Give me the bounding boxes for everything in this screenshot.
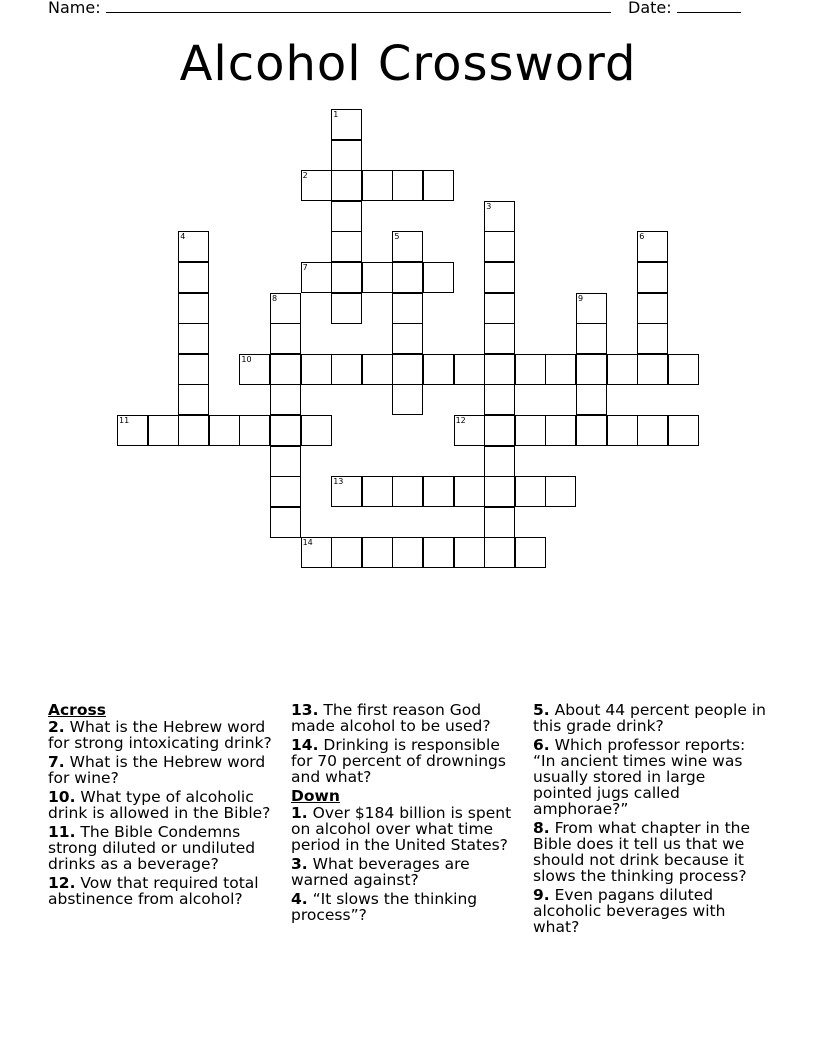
clue [291, 805, 526, 853]
grid-cell[interactable] [484, 446, 515, 477]
grid-cell[interactable] [331, 354, 362, 385]
clue-number: 11. [48, 823, 76, 841]
clue-text: What is the Hebrew word for strong intoxicating drink? [48, 718, 272, 752]
clue [291, 702, 526, 734]
grid-cell[interactable] [454, 476, 485, 507]
clue [48, 719, 283, 751]
grid-cell[interactable] [423, 170, 454, 201]
grid-cell[interactable] [270, 476, 301, 507]
grid-cell[interactable] [637, 231, 668, 262]
clue-number: 4. [291, 890, 308, 908]
clue-text: What type of alcoholic drink is allowed in the Bible? [48, 788, 271, 822]
clue-number: 14. [291, 736, 319, 754]
grid-cell[interactable] [117, 415, 148, 446]
grid-cell[interactable] [331, 140, 362, 171]
clue-text: Vow that required total abstinence from alcohol? [48, 874, 259, 908]
grid-cell[interactable] [392, 476, 423, 507]
grid-cell[interactable] [607, 354, 638, 385]
grid-cell[interactable] [545, 415, 576, 446]
grid-cell[interactable] [331, 262, 362, 293]
clue [48, 824, 283, 872]
grid-cell[interactable] [270, 354, 301, 385]
clue-text: Which professor reports: “In ancient times wine was usually stored in large pointed jugs called amphorae?” [533, 736, 746, 818]
clue [533, 887, 768, 935]
grid-cell[interactable] [270, 415, 301, 446]
clue-number: 8. [533, 819, 550, 837]
grid-cell[interactable] [392, 323, 423, 354]
grid-cell[interactable] [392, 537, 423, 568]
clue-number: 7. [48, 753, 65, 771]
grid-cell[interactable] [668, 354, 699, 385]
grid-cell[interactable] [637, 262, 668, 293]
clue [48, 754, 283, 786]
name-label: Name: [48, 0, 101, 17]
grid-cell[interactable] [331, 537, 362, 568]
clue-number: 3. [291, 855, 308, 873]
grid-cell[interactable] [392, 384, 423, 415]
clue-column-3 [533, 702, 768, 938]
grid-cell[interactable] [484, 537, 515, 568]
grid-cell[interactable] [576, 384, 607, 415]
grid-cell[interactable] [331, 476, 362, 507]
clue-text: From what chapter in the Bible does it tell us that we should not drink because it slows the thinking process? [533, 819, 751, 885]
grid-cell[interactable] [637, 354, 668, 385]
grid-cell[interactable] [331, 109, 362, 140]
grid-cell[interactable] [148, 415, 179, 446]
grid-cell[interactable] [362, 537, 393, 568]
cell-number: 1 [333, 110, 339, 119]
clue-text: What is the Hebrew word for wine? [48, 753, 266, 787]
clue-number: 6. [533, 736, 550, 754]
clue [533, 702, 768, 734]
grid-cell[interactable] [637, 323, 668, 354]
grid-cell[interactable] [484, 323, 515, 354]
grid-cell[interactable] [209, 415, 240, 446]
grid-cell[interactable] [423, 262, 454, 293]
cell-number: 7 [302, 263, 308, 272]
clue-number: 5. [533, 701, 550, 719]
grid-cell[interactable] [668, 415, 699, 446]
clue-number: 12. [48, 874, 76, 892]
cell-number: 12 [455, 416, 466, 425]
grid-cell[interactable] [576, 415, 607, 446]
grid-cell[interactable] [392, 231, 423, 262]
grid-cell[interactable] [331, 293, 362, 324]
grid-cell[interactable] [484, 231, 515, 262]
grid-cell[interactable] [362, 354, 393, 385]
grid-cell[interactable] [362, 476, 393, 507]
grid-cell[interactable] [270, 446, 301, 477]
grid-cell[interactable] [607, 415, 638, 446]
clue [48, 789, 283, 821]
cell-number: 4 [180, 232, 186, 242]
clue-text: Over $184 billion is spent on alcohol over what time period in the United States? [291, 804, 512, 854]
grid-cell[interactable] [515, 415, 546, 446]
cell-number: 14 [302, 538, 313, 548]
grid-cell[interactable] [239, 415, 270, 446]
grid-cell[interactable] [392, 262, 423, 293]
grid-cell[interactable] [454, 537, 485, 568]
grid-cell[interactable] [392, 293, 423, 324]
down-heading: Down [291, 787, 340, 805]
date-label: Date: [628, 0, 672, 17]
cell-number: 10 [241, 354, 252, 364]
grid-cell[interactable] [392, 170, 423, 201]
grid-cell[interactable] [331, 201, 362, 232]
cell-number: 11 [119, 416, 130, 425]
clue [533, 737, 768, 817]
clue-number: 9. [533, 886, 550, 904]
grid-cell[interactable] [392, 354, 423, 385]
clue-number: 2. [48, 718, 65, 736]
grid-cell[interactable] [270, 323, 301, 354]
clue [291, 891, 526, 923]
grid-cell[interactable] [270, 384, 301, 415]
clue [291, 737, 526, 785]
grid-cell[interactable] [576, 323, 607, 354]
grid-cell[interactable] [484, 415, 515, 446]
grid-cell[interactable] [331, 231, 362, 262]
cell-number: 13 [333, 477, 344, 487]
grid-cell[interactable] [270, 507, 301, 538]
cell-number: 9 [578, 293, 584, 303]
grid-cell[interactable] [576, 293, 607, 324]
grid-cell[interactable] [301, 354, 332, 385]
grid-cell[interactable] [178, 384, 209, 415]
grid-cell[interactable] [331, 170, 362, 201]
cell-number: 8 [272, 293, 278, 303]
cell-number: 3 [486, 201, 492, 211]
clue-number: 13. [291, 701, 319, 719]
grid-cell[interactable] [178, 262, 209, 293]
grid-cell[interactable] [545, 476, 576, 507]
grid-cell[interactable] [423, 537, 454, 568]
clue [533, 820, 768, 884]
clue-text: Even pagans diluted alcoholic beverages with what? [533, 886, 726, 936]
grid-cell[interactable] [178, 415, 209, 446]
clue-number: 1. [291, 804, 308, 822]
grid-cell[interactable] [301, 537, 332, 568]
grid-cell[interactable] [484, 293, 515, 324]
cell-number: 2 [302, 171, 308, 181]
grid-cell[interactable] [301, 415, 332, 446]
grid-cell[interactable] [484, 476, 515, 507]
grid-cell[interactable] [178, 231, 209, 262]
cell-number: 5 [394, 232, 400, 242]
cell-number: 6 [639, 232, 645, 242]
grid-cell[interactable] [637, 293, 668, 324]
grid-cell[interactable] [362, 262, 393, 293]
grid-cell[interactable] [454, 415, 485, 446]
grid-cell[interactable] [515, 354, 546, 385]
grid-cell[interactable] [362, 170, 393, 201]
grid-cell[interactable] [515, 537, 546, 568]
clue-column-2 [291, 702, 526, 926]
grid-cell[interactable] [178, 323, 209, 354]
grid-cell[interactable] [484, 201, 515, 232]
clue-text: About 44 percent people in this grade drink? [533, 701, 766, 735]
clue-text: The Bible Condemns strong diluted or undiluted drinks as a beverage? [48, 823, 256, 873]
clue-number: 10. [48, 788, 76, 806]
grid-cell[interactable] [423, 476, 454, 507]
grid-cell[interactable] [301, 262, 332, 293]
across-heading: Across [48, 701, 106, 719]
clue-column-1 [48, 702, 283, 910]
clue-text: “It slows the thinking process”? [291, 890, 478, 924]
grid-cell[interactable] [301, 170, 332, 201]
grid-cell[interactable] [637, 415, 668, 446]
grid-cell[interactable] [484, 384, 515, 415]
grid-cell[interactable] [545, 354, 576, 385]
grid-cell[interactable] [178, 354, 209, 385]
grid-cell[interactable] [484, 262, 515, 293]
clue [291, 856, 526, 888]
clue-text: Drinking is responsible for 70 percent of drownings and what? [291, 736, 506, 786]
grid-cell[interactable] [576, 354, 607, 385]
grid-cell[interactable] [484, 354, 515, 385]
clue-text: What beverages are warned against? [291, 855, 470, 889]
grid-cell[interactable] [454, 354, 485, 385]
clue-text: The first reason God made alcohol to be used? [291, 701, 491, 735]
grid-cell[interactable] [484, 507, 515, 538]
grid-cell[interactable] [515, 476, 546, 507]
grid-cell[interactable] [423, 354, 454, 385]
grid-cell[interactable] [239, 354, 270, 385]
clue [48, 875, 283, 907]
page-title: Alcohol Crossword [179, 36, 637, 92]
grid-cell[interactable] [270, 293, 301, 324]
grid-cell[interactable] [178, 293, 209, 324]
